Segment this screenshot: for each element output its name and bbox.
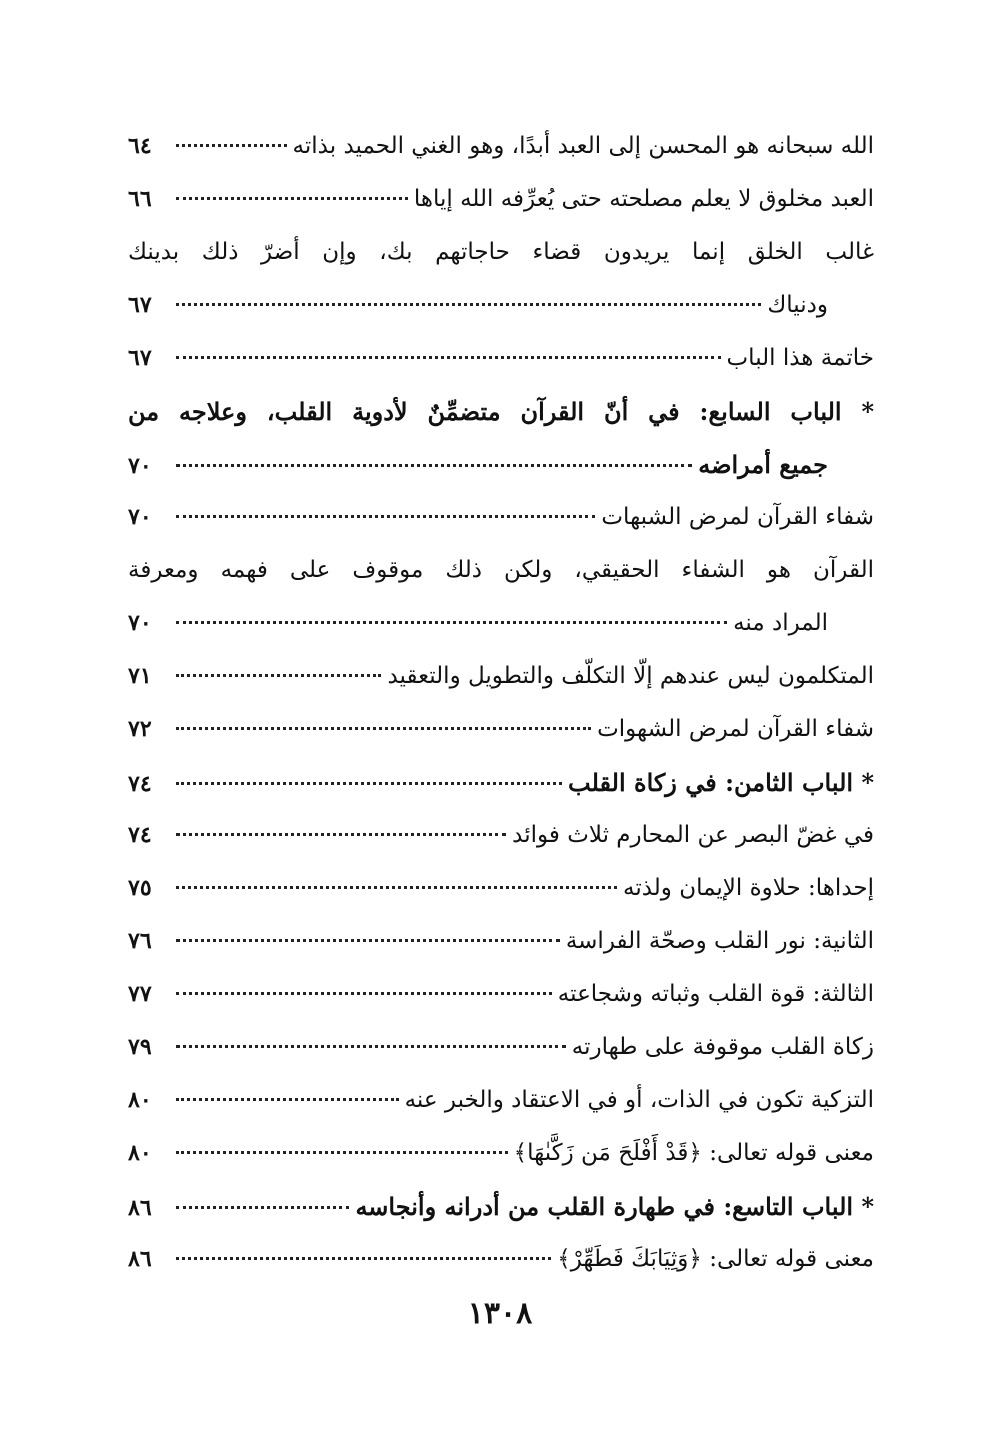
toc-entry	[128, 332, 874, 385]
chapter-heading	[128, 756, 874, 809]
toc-entry	[128, 862, 874, 915]
toc-entry-title: في غضّ البصر عن المحارم ثلاث فوائد	[512, 822, 874, 848]
toc-entry-continuation	[128, 597, 874, 650]
toc-entry	[128, 544, 874, 597]
toc-entry-title: العبد مخلوق لا يعلم مصلحته حتى يُعرِّفه الله إياها	[413, 186, 874, 212]
toc-entry-page: ٦٦	[128, 186, 152, 212]
dot-leader	[176, 673, 381, 677]
toc-entry-page: ٧٤	[128, 771, 152, 797]
dot-leader	[176, 938, 560, 942]
chapter-heading	[128, 385, 874, 438]
toc-entry-page: ٧٩	[128, 1034, 152, 1060]
toc-entry-page: ٨٠	[128, 1140, 152, 1166]
toc-entry	[128, 650, 874, 703]
toc-entry-page: ٧٤	[128, 822, 152, 848]
dot-leader	[176, 1044, 566, 1048]
table-of-contents	[128, 120, 874, 1286]
toc-entry-title: إحداها: حلاوة الإيمان ولذته	[622, 875, 874, 901]
toc-entry	[128, 1074, 874, 1127]
toc-entry-title: المراد منه	[733, 610, 828, 636]
toc-entry-page: ٧٠	[128, 504, 152, 530]
toc-entry-title: غالب الخلق إنما يريدون قضاء حاجاتهم بك، وإن أضرّ ذلك بدينك	[128, 239, 874, 265]
chapter-heading	[128, 1180, 874, 1233]
toc-entry	[128, 968, 874, 1021]
toc-entry	[128, 1127, 874, 1180]
toc-entry-title: زكاة القلب موقوفة على طهارته	[571, 1034, 874, 1060]
dot-leader	[176, 620, 727, 624]
toc-entry-title: الثالثة: قوة القلب وثباته وشجاعته	[557, 981, 874, 1007]
toc-entry	[128, 915, 874, 968]
dot-leader	[176, 514, 595, 518]
toc-entry-page: ٦٤	[128, 133, 152, 159]
toc-entry	[128, 491, 874, 544]
toc-entry-page: ٨٦	[128, 1246, 152, 1272]
dot-leader	[176, 1205, 349, 1209]
chapter-heading-title: * الباب الثامن: في زكاة القلب	[568, 768, 874, 797]
page-number: ١٣٠٨	[467, 1296, 533, 1331]
toc-entry-continuation	[128, 279, 874, 332]
toc-entry-title: القرآن هو الشفاء الحقيقي، ولكن ذلك موقوف على فهمه ومعرفة	[128, 557, 874, 583]
toc-entry	[128, 120, 874, 173]
dot-leader	[176, 302, 761, 306]
toc-entry	[128, 1233, 874, 1286]
chapter-heading-title: * الباب التاسع: في طهارة القلب من أدرانه وأنجاسه	[355, 1192, 874, 1221]
toc-entry-page: ٨٠	[128, 1087, 152, 1113]
dot-leader	[176, 991, 552, 995]
toc-entry-page: ٧٧	[128, 981, 152, 1007]
dot-leader	[176, 726, 591, 730]
dot-leader	[176, 885, 617, 889]
dot-leader	[176, 463, 692, 467]
toc-entry-title: الثانية: نور القلب وصحّة الفراسة	[565, 928, 874, 954]
toc-entry-title: شفاء القرآن لمرض الشبهات	[601, 504, 874, 530]
toc-entry	[128, 703, 874, 756]
chapter-heading-continuation	[128, 438, 874, 491]
toc-entry-page: ٧١	[128, 663, 152, 689]
toc-entry-title: الله سبحانه هو المحسن إلى العبد أبدًا، وهو الغني الحميد بذاته	[292, 133, 874, 159]
toc-entry-page: ٧٦	[128, 928, 152, 954]
toc-entry-page: ٨٦	[128, 1195, 152, 1221]
dot-leader	[176, 781, 562, 785]
dot-leader	[176, 355, 721, 359]
chapter-heading-title: جميع أمراضه	[698, 450, 828, 479]
chapter-heading-title: * الباب السابع: في أنّ القرآن متضمِّنٌ لأدوية القلب، وعلاجه من	[128, 397, 874, 426]
toc-entry-page: ٦٧	[128, 345, 152, 371]
toc-entry-page: ٧٢	[128, 716, 152, 742]
toc-entry-title: ودنياك	[767, 292, 828, 318]
toc-entry-page: ٧٠	[128, 453, 152, 479]
toc-entry	[128, 809, 874, 862]
toc-entry-page: ٧٠	[128, 610, 152, 636]
dot-leader	[176, 196, 408, 200]
toc-entry-title: المتكلمون ليس عندهم إلّا التكلّف والتطويل والتعقيد	[387, 663, 874, 689]
toc-entry-title: التزكية تكون في الذات، أو في الاعتقاد والخبر عنه	[404, 1087, 874, 1113]
toc-entry-page: ٧٥	[128, 875, 152, 901]
dot-leader	[176, 1150, 508, 1154]
toc-entry-title: معنى قوله تعالى: ﴿وَثِيَابَكَ فَطَهِّرْ﴾	[557, 1246, 874, 1272]
toc-entry-title: شفاء القرآن لمرض الشهوات	[597, 716, 874, 742]
toc-entry	[128, 1021, 874, 1074]
toc-entry	[128, 226, 874, 279]
toc-entry-title: خاتمة هذا الباب	[726, 345, 874, 371]
dot-leader	[176, 143, 287, 147]
dot-leader	[176, 832, 506, 836]
toc-entry-title: معنى قوله تعالى: ﴿قَدْ أَفْلَحَ مَن زَكَّىٰهَا﴾	[513, 1140, 874, 1166]
dot-leader	[176, 1097, 399, 1101]
dot-leader	[176, 1256, 551, 1260]
toc-entry	[128, 173, 874, 226]
toc-entry-page: ٦٧	[128, 292, 152, 318]
